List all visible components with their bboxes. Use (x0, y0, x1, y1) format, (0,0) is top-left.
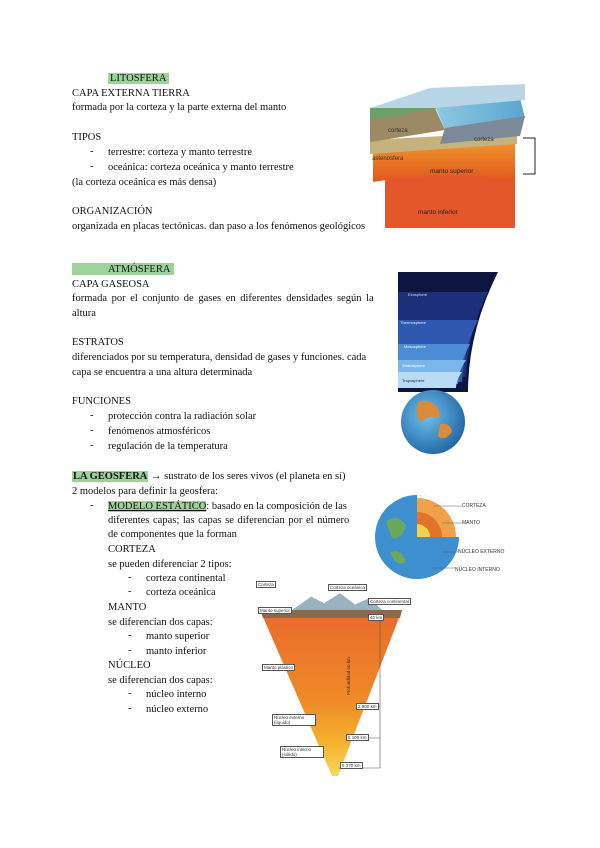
list-item: núcleo interno (146, 689, 207, 700)
cone-label-manto-superior: Manto superior (260, 608, 291, 613)
list-dash: - (90, 410, 94, 421)
cone-label-corteza-continental: Corteza continental (370, 599, 409, 604)
list-dash: - (90, 161, 94, 172)
list-item: manto superior (146, 631, 210, 642)
lithosphere-label-corteza2: corteza (474, 137, 494, 143)
list-item: protección contra la radiación solar (108, 411, 257, 422)
list-item: terrestre: corteza y manto terrestre (108, 147, 253, 158)
litosfera-org-desc: organizada en placas tectónicas. dan paso a los fenómenos geológicos (72, 221, 366, 232)
atmosfera-desc-line2: altura (72, 308, 96, 319)
globe-label-nucleo-externo: NÚCLEO EXTERNO (458, 549, 505, 555)
atmosphere-label-stratosphere: Stratosphere (402, 363, 425, 368)
list-dash: - (128, 572, 132, 583)
litosfera-org-title: ORGANIZACIÓN (72, 206, 153, 217)
list-item: regulación de la temperatura (108, 441, 228, 452)
atmosfera-heading: ATMÓSFERA (108, 264, 171, 275)
nucleo-intro: se diferencian dos capas: (108, 675, 213, 686)
list-dash: - (90, 425, 94, 436)
cone-label-40km: 40 km (370, 615, 383, 620)
litosfera-desc: formada por la corteza y la parte externa del manto (72, 102, 287, 113)
cone-label-nucleo-interno: Núcleo interno (sólido) (280, 746, 324, 758)
atmosfera-desc-line1: formada por el conjunto de gases en diferentes densidades según la (72, 293, 374, 304)
atmosfera-estratos-line1: diferenciados por su temperatura, densidad de gases y funciones. cada (72, 352, 367, 363)
geosfera-modelo-line2: diferentes capas; las capas se diferencian por el número (108, 515, 350, 526)
cone-label-nucleo-externo: Núcleo externo (líquido) (272, 714, 316, 726)
list-dash: - (90, 440, 94, 451)
geosfera-modelo-line1: : basado en la composición de las (206, 501, 347, 512)
lithosphere-label-corteza: corteza (388, 128, 408, 134)
globe-label-nucleo-interno: NÚCLEO INTERNO (455, 567, 500, 573)
manto-intro: se diferencian dos capas: (108, 617, 213, 628)
geosfera-intro: 2 modelos para definir la geosfera: (72, 486, 219, 497)
list-item: corteza continental (146, 573, 226, 584)
list-dash: - (128, 630, 132, 641)
litosfera-heading: LITOSFERA (108, 73, 169, 84)
list-dash: - (128, 703, 132, 714)
litosfera-subheading: CAPA EXTERNA TIERRA (72, 88, 190, 99)
corteza-intro: se pueden diferenciar 2 tipos: (108, 559, 232, 570)
list-item: núcleo externo (146, 704, 209, 715)
list-item: oceánica: corteza oceánica y manto terrestre (108, 162, 294, 173)
atmosfera-estratos-title: ESTRATOS (72, 337, 124, 348)
lithosphere-label-manto-superior: manto superior (430, 168, 474, 175)
list-item: manto inferior (146, 646, 207, 657)
list-dash: - (128, 586, 132, 597)
geosfera-heading-rest: sustrato de los seres vivos (el planeta en sí) (164, 471, 346, 482)
atmosphere-label-thermosphere: Thermosphere (400, 320, 427, 325)
litosfera-tipos-title: TIPOS (72, 132, 102, 143)
manto-title: MANTO (108, 602, 147, 613)
lithosphere-illustration (365, 78, 545, 230)
atmosphere-label-exosphere: Exosphere (408, 292, 428, 297)
atmosfera-funciones-title: FUNCIONES (72, 396, 131, 407)
nucleo-title: NÚCLEO (108, 660, 151, 671)
list-dash: - (90, 500, 94, 511)
atmosphere-label-mesosphere: Mesosphere (404, 344, 427, 349)
list-dash: - (90, 146, 94, 157)
globe-label-corteza: CORTEZA (462, 503, 486, 509)
cone-label-manto-plastico: Manto plástico (264, 665, 294, 670)
corteza-title: CORTEZA (108, 544, 156, 555)
list-item: corteza oceánica (146, 587, 216, 598)
cone-label-5100km: 5 100 km (348, 735, 367, 740)
geosfera-heading: LA GEOSFERA (73, 471, 148, 482)
geosfera-modelo-title: MODELO ESTÁTICO (108, 501, 207, 512)
lithosphere-label-manto-inferior: manto inferior (418, 209, 458, 216)
atmosfera-estratos-line2: capa se encuentra a una altura determinada (72, 367, 253, 378)
list-item: fenómenos atmosféricos (108, 426, 211, 437)
list-dash: - (128, 688, 132, 699)
geosfera-modelo-line3: de componentes que la forman (108, 529, 237, 540)
globe-label-manto: MANTO (462, 520, 480, 526)
atmosphere-label-troposphere: Troposphere (402, 378, 425, 383)
atmosfera-subheading: CAPA GASEOSA (72, 279, 150, 290)
cone-label-2900km: 2 900 km (358, 704, 377, 709)
lithosphere-label-astenosfera: astenosfera (372, 156, 404, 162)
globe-leader-lines (412, 500, 464, 572)
cone-label-corteza-oceanica: Corteza oceánica (330, 585, 366, 590)
cone-label-6370km: 6 370 km (342, 763, 361, 768)
geosfera-arrow: → (151, 471, 162, 482)
list-dash: - (128, 645, 132, 656)
cone-label-corteza-top: Corteza (258, 582, 274, 587)
cone-label-profundidad: Profundidad en km (346, 657, 351, 695)
litosfera-note: (la corteza oceánica es más densa) (72, 177, 217, 188)
